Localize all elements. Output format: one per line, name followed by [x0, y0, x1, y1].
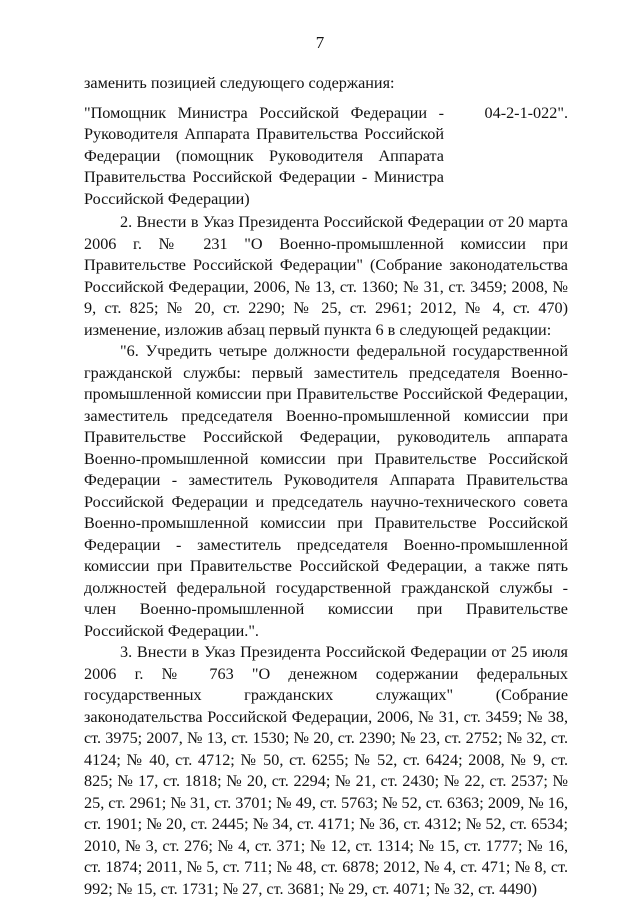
position-entry [84, 103, 568, 211]
position-code: 04-2-1-022". [484, 103, 568, 122]
paragraph-item-3: 3. Внести в Указ Президента Российской Федерации от 25 июля 2006 г. № 763 "О денежном содержании федеральных государственных гражданских служащих" (Собрание законодательства Российской Федерации, 2006, № 31, ст. 3459; № 38, ст. 3975; 2007, № 13, ст. 1530; № 20, ст. 2390; № 23, ст. 2752; № 32, ст. 4124; № 40, ст. 4712; № 50, ст. 6255; № 52, ст. 6424; 2008, № 9, ст. 825; № 17, ст. 1818; № 20, ст. 2294; № 21, ст. 2430; № 22, ст. 2537; № 25, ст. 2961; № 31, ст. 3701; № 49, ст. 5763; № 52, ст. 6363; 2009, № 16, ст. 1901; № 20, ст. 2445; № 34, ст. 4171; № 36, ст. 4312; № 52, ст. 6534; 2010, № 3, ст. 276; № 4, ст. 371; № 12, ст. 1314; № 15, ст. 1777; № 16, ст. 1874; 2011, № 5, ст. 711; № 48, ст. 6878; 2012, № 4, ст. 471; № 8, ст. 992; № 15, ст. 1731; № 27, ст. 3681; № 29, ст. 4071; № 32, ст. 4490) [84, 643, 569, 898]
position-title: "Помощник Министра Российской Федерации - Руководителя Аппарата Правительства Российской Федерации (помощник Руководителя Аппарата Правительства Российской Федерации - Министра Российской Федерации) [84, 103, 444, 208]
page-number: 7 [315, 33, 325, 52]
intro-line: заменить позицией следующего содержания: [84, 74, 395, 92]
paragraph-item-2: 2. Внести в Указ Президента Российской Федерации от 20 марта 2006 г. № 231 "О Военно-промышленной комиссии при Правительстве Российской Федерации" (Собрание законодательства Российской Федерации, 2006, № 13, ст. 1360; № 31, ст. 3459; 2008, № 9, ст. 825; № 20, ст. 2290; № 25, ст. 2961; 2012, № 4, ст. 470) изменение, изложив абзац первый пункта 6 в следующей редакции: [84, 213, 568, 339]
document-body [84, 73, 568, 900]
paragraph-quoted-item-6: "6. Учредить четыре должности федеральной государственной гражданской службы: первый заместитель председателя Военно-промышленной комиссии при Правительстве Российской Федерации, заместитель председателя Военно-промышленной комиссии при Правительстве Российской Федерации, руководитель аппарата Военно-промышленной комиссии при Правительстве Российской Федерации - заместитель Руководителя Аппарата Правительства Российской Федерации и председатель научно-технического совета Военно-промышленной комиссии при Правительстве Российской Федерации - заместитель председателя Военно-промышленной комиссии при Правительстве Российской Федерации, а также пять должностей федеральной государственной гражданской службы - член Военно-промышленной комиссии при Правительстве Российской Федерации.". [84, 342, 568, 640]
